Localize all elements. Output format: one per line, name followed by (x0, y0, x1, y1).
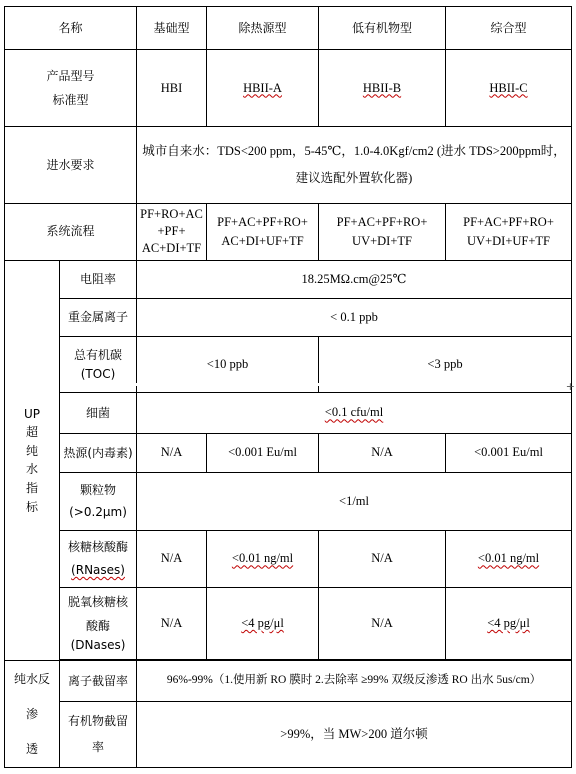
process-low-organic-line1: PF+AC+PF+RO+ (336, 214, 428, 229)
up-group-char: 纯 (25, 443, 38, 458)
ro-group-char: 纯水反 (13, 672, 50, 687)
up-group-char: 超 (25, 425, 38, 440)
rnase-a-text: <0.01 ng/ml (231, 551, 294, 566)
process-basic-line3: AC+DI+TF (141, 241, 202, 256)
process-pyrogen-line2: AC+DI+UF+TF (221, 233, 304, 248)
rnase-label (60, 531, 137, 588)
model-label-line2: 标准型 (52, 93, 89, 108)
particle-label (60, 472, 137, 531)
model-hbi: HBI (137, 50, 207, 127)
pyrogen-label: 热源(内毒素) (60, 434, 137, 472)
rnase-b: N/A (319, 531, 446, 588)
rnase-row (5, 531, 572, 588)
process-basic-line2: +PF+ (157, 224, 186, 239)
heavy-metal-label: 重金属离子 (60, 298, 137, 336)
model-row (5, 50, 572, 127)
resize-handle-icon[interactable]: + (565, 380, 575, 393)
up-group-char: UP (23, 406, 41, 421)
pyrogen-a: <0.001 Eu/ml (207, 434, 319, 472)
inlet-line2: 建议选配外置软化器) (295, 171, 413, 186)
model-hbii-a-text: HBII-A (243, 80, 282, 95)
model-hbii-b (319, 50, 446, 127)
model-hbii-c (446, 50, 572, 127)
heavy-metal-value: < 0.1 ppb (137, 298, 572, 336)
dnase-basic: N/A (137, 587, 207, 660)
bacteria-row (5, 392, 572, 433)
process-label: 系统流程 (5, 203, 137, 260)
inlet-label: 进水要求 (5, 127, 137, 204)
process-basic (137, 203, 207, 260)
up-resistivity-row (5, 260, 572, 298)
organic-label-line1: 有机物截留 (68, 714, 129, 729)
ro-organic-row (5, 701, 572, 767)
ro-group-char: 渗 (25, 706, 38, 721)
bacteria-label: 细菌 (60, 392, 137, 433)
render-artifact-line (132, 383, 484, 386)
dnase-label-line2: 酸酶(DNases) (70, 619, 126, 652)
bacteria-value-text: <0.1 cfu/ml (324, 405, 384, 420)
toc-label-line2: (TOC) (80, 366, 116, 381)
process-row (5, 203, 572, 260)
process-comprehensive (446, 203, 572, 260)
process-pyrogen (207, 203, 319, 260)
header-pyrogen-free: 除热源型 (207, 7, 319, 50)
up-group-char: 标 (25, 499, 38, 514)
spec-table (4, 6, 572, 768)
process-pyrogen-line1: PF+AC+PF+RO+ (217, 214, 308, 229)
dnase-a-text: <4 pg/μl (241, 615, 284, 630)
bacteria-value (137, 392, 572, 433)
ro-group-char: 透 (25, 741, 38, 756)
dnase-row (5, 587, 572, 660)
organic-label-line2: 率 (92, 740, 105, 755)
header-low-organic: 低有机物型 (319, 7, 446, 50)
resistivity-label: 电阻率 (60, 260, 137, 298)
pyrogen-row (5, 434, 572, 472)
up-group-char: 水 (25, 462, 38, 477)
inlet-line1: 城市自来水：TDS<200 ppm，5-45℃，1.0-4.0Kgf/cm2 (进水 TDS>200ppm时， (142, 143, 566, 158)
pyrogen-c: <0.001 Eu/ml (446, 434, 572, 472)
model-label-line1: 产品型号 (46, 68, 95, 83)
up-group-char: 指 (25, 481, 38, 496)
model-label (5, 50, 137, 127)
dnase-b: N/A (319, 587, 446, 660)
rnase-c-text: <0.01 ng/ml (477, 551, 540, 566)
ion-value: 96%-99%（1.使用新 RO 膜时 2.去除率 ≥99% 双级反渗透 RO 出水 5us/cm） (137, 661, 572, 701)
header-basic: 基础型 (137, 7, 207, 50)
ion-label: 离子截留率 (60, 661, 137, 701)
particle-label-line1: 颗粒物 (80, 482, 117, 497)
toc-label (60, 337, 137, 393)
process-low-organic (319, 203, 446, 260)
ro-ion-row (5, 661, 572, 701)
inlet-value (137, 127, 572, 204)
ro-group-label (5, 661, 60, 768)
particle-value: <1/ml (137, 472, 572, 531)
process-basic-line1: PF+RO+AC (140, 207, 203, 222)
resistivity-value: 18.25MΩ.cm@25℃ (137, 260, 572, 298)
model-hbii-b-text: HBII-B (362, 80, 402, 95)
dnase-a (207, 587, 319, 660)
dnase-label (60, 587, 137, 660)
process-low-organic-line2: UV+DI+TF (352, 233, 412, 248)
particle-row (5, 472, 572, 531)
header-comprehensive: 综合型 (446, 7, 572, 50)
rnase-a (207, 531, 319, 588)
header-name: 名称 (5, 7, 137, 50)
pyrogen-basic: N/A (137, 434, 207, 472)
header-row (5, 7, 572, 50)
model-hbii-c-text: HBII-C (489, 80, 528, 95)
rnase-c (446, 531, 572, 588)
particle-label-line2: (>0.2μm) (69, 505, 127, 520)
up-group-label (5, 260, 60, 661)
rnase-basic: N/A (137, 531, 207, 588)
dnase-label-line1: 脱氧核糖核 (68, 594, 129, 609)
rnase-label-line1: 核糖核酸酶 (68, 540, 129, 555)
organic-label (60, 701, 137, 767)
toc-value-basic-pyrogen: <10 ppb (137, 337, 319, 393)
inlet-row (5, 127, 572, 204)
dnase-c-text: <4 pg/μl (487, 615, 530, 630)
toc-label-line1: 总有机碳 (74, 347, 123, 362)
rnase-label-line2: (RNases) (71, 562, 125, 577)
pyrogen-b: N/A (319, 434, 446, 472)
dnase-c (446, 587, 572, 660)
process-comprehensive-line1: PF+AC+PF+RO+ (463, 214, 554, 229)
toc-value-lowOrganic-comprehensive: <3 ppb (319, 337, 572, 393)
heavy-metal-row (5, 298, 572, 336)
process-comprehensive-line2: UV+DI+UF+TF (467, 233, 550, 248)
model-hbii-a (207, 50, 319, 127)
organic-value: >99%，当 MW>200 道尔顿 (137, 701, 572, 767)
